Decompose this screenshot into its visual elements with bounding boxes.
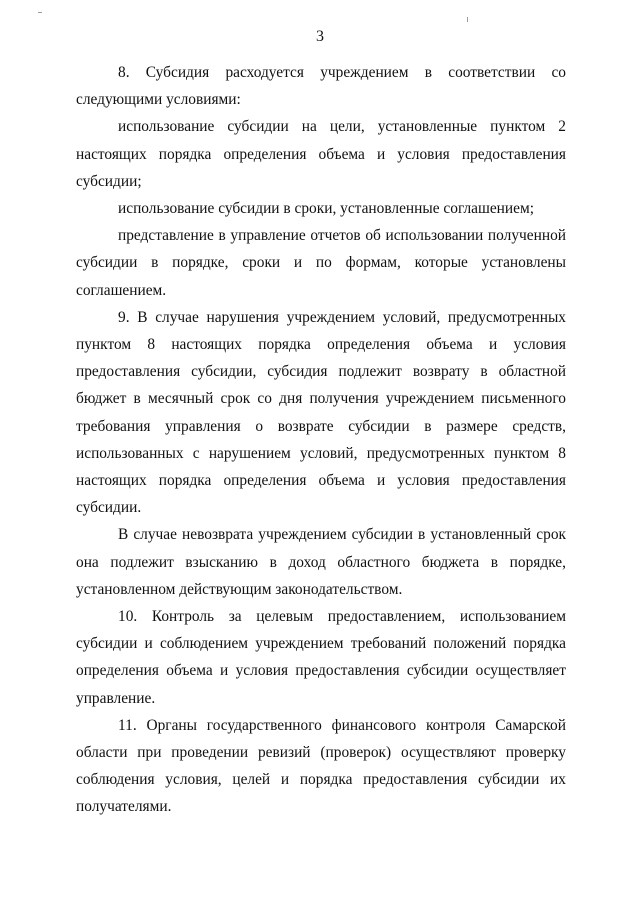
document-body — [76, 59, 566, 821]
paragraph-11: 11. Органы государственного финансового контроля Самарской области при проведении ревизий (проверок) осуществляют проверку соблюдения условия, целей и порядка предоставления субсидии их получателями. — [76, 716, 566, 816]
scan-mark — [467, 17, 468, 22]
paragraph-9: 9. В случае нарушения учреждением условий, предусмотренных пунктом 8 настоящих порядка определения объема и условия предоставления субсидии, субсидия подлежит возврату в областной бюджет в месячный срок со дня получения учреждением письменного требования управления о возврате субсидии в размере средств, использованных с нарушением условий, предусмотренных пунктом 8 настоящих порядка определения объема и условия предоставления субсидии. — [76, 308, 566, 517]
paragraph-8: 8. Субсидия расходуется учреждением в соответствии со следующими условиями: — [76, 64, 566, 109]
page-number: 3 — [316, 28, 324, 45]
list-item-condition-reports: представление в управление отчетов об использовании полученной субсидии в порядке, сроки и по формам, которые установлены соглашением. — [76, 227, 566, 299]
scan-mark — [38, 12, 42, 13]
paragraph-10: 10. Контроль за целевым предоставлением, использованием субсидии и соблюдением учреждением требований положений порядка определения объема и условия предоставления субсидии осуществляет управление. — [76, 608, 566, 707]
paragraph-9-continuation: В случае невозврата учреждением субсидии в установленный срок она подлежит взысканию в доход областного бюджета в порядке, установленном действующим законодательством. — [76, 526, 566, 598]
list-item-condition-deadline: использование субсидии в сроки, установленные соглашением; — [118, 200, 534, 218]
list-item-condition-purpose: использование субсидии на цели, установленные пунктом 2 настоящих порядка определения объема и условия предоставления субсидии; — [76, 118, 566, 190]
